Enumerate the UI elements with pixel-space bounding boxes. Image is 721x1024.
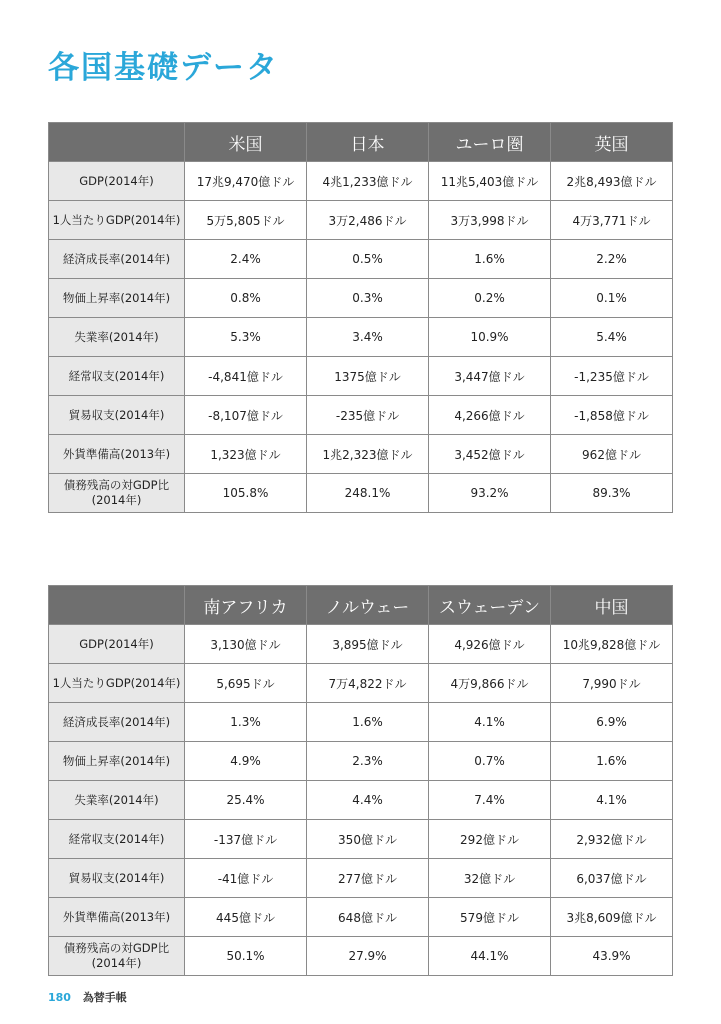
table-cell: 3,447億ドル [429,357,551,396]
table-cell: 50.1% [185,937,307,976]
table-row [49,318,673,357]
table-header-row [49,586,673,625]
row-label: 債務残高の対GDP比 (2014年) [49,474,185,513]
row-label: 経済成長率(2014年) [49,703,185,742]
table-cell: 962億ドル [551,435,673,474]
header-corner [49,586,185,625]
table-cell: 5万5,805ドル [185,201,307,240]
table-cell: 25.4% [185,781,307,820]
table-cell: 2.3% [307,742,429,781]
table-cell: 292億ドル [429,820,551,859]
table-cell: -1,235億ドル [551,357,673,396]
table-row [49,162,673,201]
column-header: 南アフリカ [185,586,307,625]
table-cell: -137億ドル [185,820,307,859]
table-cell: 0.1% [551,279,673,318]
column-header: スウェーデン [429,586,551,625]
table-header-row [49,123,673,162]
row-label: 経常収支(2014年) [49,820,185,859]
row-label: 1人当たりGDP(2014年) [49,664,185,703]
row-label: 失業率(2014年) [49,781,185,820]
book-name: 為替手帳 [82,991,127,1004]
table-row [49,703,673,742]
table-cell: 4,266億ドル [429,396,551,435]
page-title: 各国基礎データ [48,50,279,86]
page-footer [48,989,127,1005]
table-cell: 1兆2,323億ドル [307,435,429,474]
table-cell: 0.7% [429,742,551,781]
table-row [49,357,673,396]
table-row [49,820,673,859]
table-cell: 2兆8,493億ドル [551,162,673,201]
table-cell: 5,695ドル [185,664,307,703]
table-cell: 89.3% [551,474,673,513]
table-row [49,898,673,937]
header-corner [49,123,185,162]
table-cell: 3,895億ドル [307,625,429,664]
table-cell: 5.3% [185,318,307,357]
table-cell: 27.9% [307,937,429,976]
table-cell: 1375億ドル [307,357,429,396]
table-cell: 445億ドル [185,898,307,937]
table-cell: 2.4% [185,240,307,279]
table-cell: 0.3% [307,279,429,318]
column-header: 中国 [551,586,673,625]
table-cell: -41億ドル [185,859,307,898]
row-label: 債務残高の対GDP比 (2014年) [49,937,185,976]
row-label: 貿易収支(2014年) [49,396,185,435]
table-cell: 4兆1,233億ドル [307,162,429,201]
page-number: 180 [48,991,71,1004]
table-cell: 43.9% [551,937,673,976]
table-cell: 4.1% [551,781,673,820]
row-label: 物価上昇率(2014年) [49,742,185,781]
table-cell: 44.1% [429,937,551,976]
table-cell: -235億ドル [307,396,429,435]
column-header: ノルウェー [307,586,429,625]
table-cell: 7万4,822ドル [307,664,429,703]
table-cell: 6.9% [551,703,673,742]
table-cell: 3,452億ドル [429,435,551,474]
table-cell: 4万9,866ドル [429,664,551,703]
table-cell: 4,926億ドル [429,625,551,664]
column-header: ユーロ圏 [429,123,551,162]
column-header: 米国 [185,123,307,162]
table-cell: 1.3% [185,703,307,742]
country-data-table-1 [48,122,673,513]
table-cell: 4.4% [307,781,429,820]
table-cell: 10.9% [429,318,551,357]
table-cell: -8,107億ドル [185,396,307,435]
table-row [49,279,673,318]
table-row [49,781,673,820]
table-cell: 32億ドル [429,859,551,898]
table-cell: 4万3,771ドル [551,201,673,240]
row-label: 1人当たりGDP(2014年) [49,201,185,240]
table-cell: 0.2% [429,279,551,318]
table-row [49,435,673,474]
table-cell: 248.1% [307,474,429,513]
table-cell: 1.6% [551,742,673,781]
table-cell: 648億ドル [307,898,429,937]
row-label: 失業率(2014年) [49,318,185,357]
table-cell: 7,990ドル [551,664,673,703]
table-row [49,664,673,703]
row-label: 外貨準備高(2013年) [49,435,185,474]
column-header: 日本 [307,123,429,162]
table-cell: 350億ドル [307,820,429,859]
table-row [49,201,673,240]
table-cell: 11兆5,403億ドル [429,162,551,201]
table-cell: -1,858億ドル [551,396,673,435]
table-cell: 17兆9,470億ドル [185,162,307,201]
table-row [49,937,673,976]
row-label: 外貨準備高(2013年) [49,898,185,937]
table-cell: 93.2% [429,474,551,513]
table-row [49,240,673,279]
row-label: 経常収支(2014年) [49,357,185,396]
table-row [49,474,673,513]
table-cell: 579億ドル [429,898,551,937]
table-cell: 3万3,998ドル [429,201,551,240]
row-label: GDP(2014年) [49,162,185,201]
table-row [49,625,673,664]
table-cell: 1.6% [307,703,429,742]
table-cell: 3.4% [307,318,429,357]
table-cell: 0.8% [185,279,307,318]
table-cell: 3万2,486ドル [307,201,429,240]
table-cell: 1,323億ドル [185,435,307,474]
table-cell: 4.9% [185,742,307,781]
table-cell: 0.5% [307,240,429,279]
table-cell: 7.4% [429,781,551,820]
table-cell: 6,037億ドル [551,859,673,898]
table-cell: 2.2% [551,240,673,279]
table-cell: 4.1% [429,703,551,742]
column-header: 英国 [551,123,673,162]
table-cell: 105.8% [185,474,307,513]
table-cell: 3兆8,609億ドル [551,898,673,937]
country-data-table-2 [48,585,673,976]
table-cell: 5.4% [551,318,673,357]
table-cell: -4,841億ドル [185,357,307,396]
row-label: GDP(2014年) [49,625,185,664]
table-cell: 3,130億ドル [185,625,307,664]
table-cell: 1.6% [429,240,551,279]
table-cell: 10兆9,828億ドル [551,625,673,664]
table-row [49,859,673,898]
table-cell: 277億ドル [307,859,429,898]
table-row [49,742,673,781]
table-row [49,396,673,435]
table-cell: 2,932億ドル [551,820,673,859]
row-label: 貿易収支(2014年) [49,859,185,898]
row-label: 物価上昇率(2014年) [49,279,185,318]
row-label: 経済成長率(2014年) [49,240,185,279]
